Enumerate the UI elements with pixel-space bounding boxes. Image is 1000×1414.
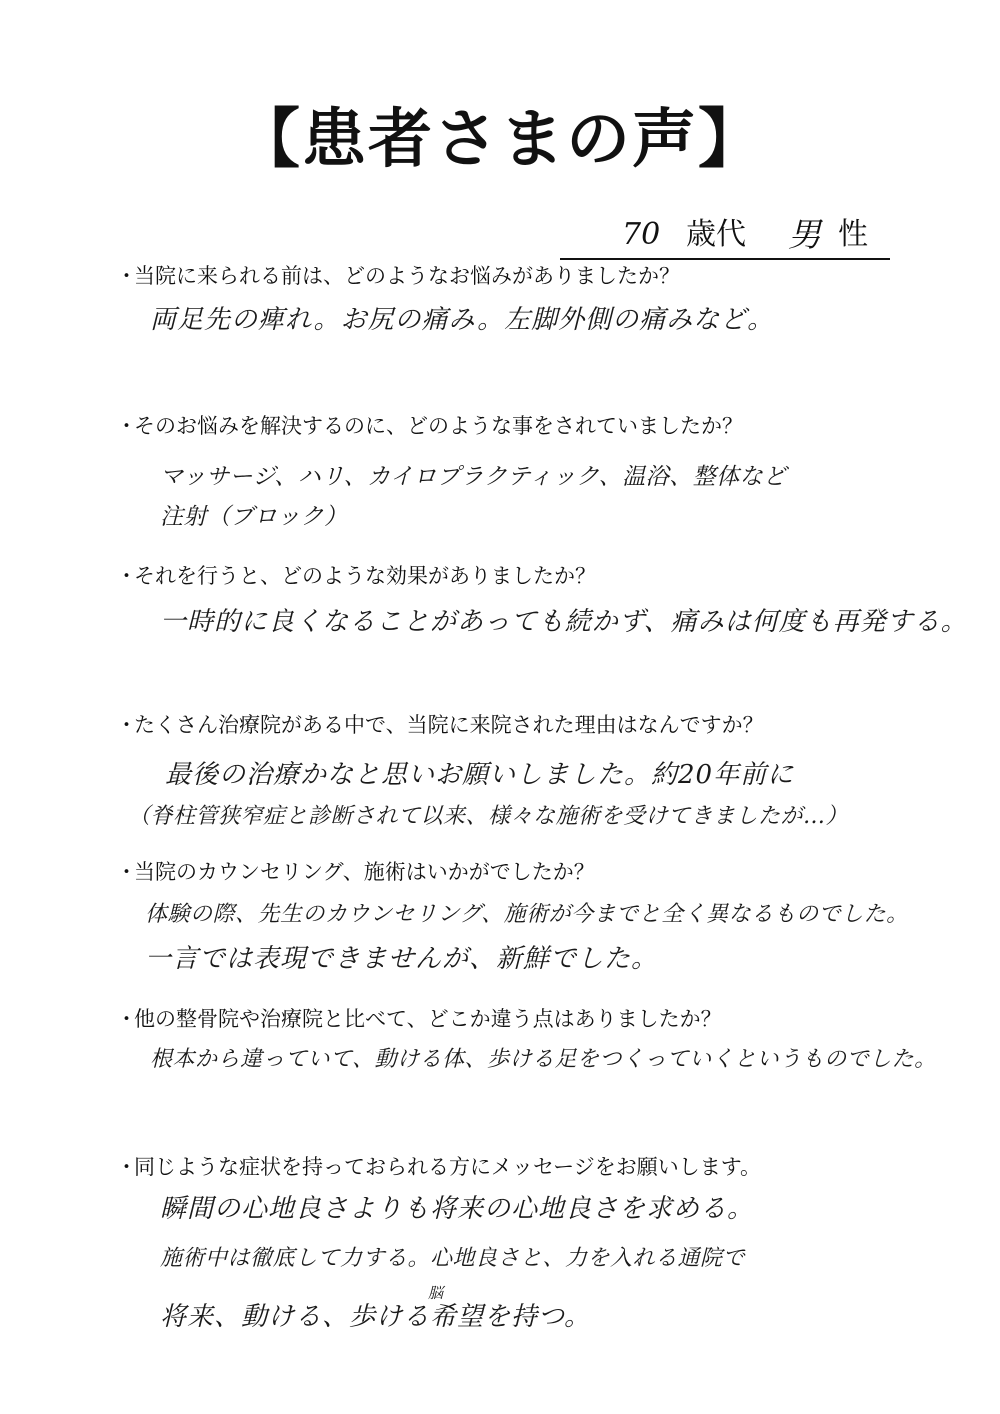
respondent-gender-suffix: 性 (838, 217, 868, 252)
bullet-dot: ・ (116, 414, 137, 438)
answer-7-line-1: 瞬間の心地良さよりも将来の心地良さを求める。 (160, 1194, 755, 1224)
question-text: たくさん治療院がある中で、当院に来院された理由はなんですか？ (134, 713, 764, 737)
question-text: そのお悩みを解決するのに、どのような事をされていましたか？ (134, 414, 743, 438)
answer-3-line-1: 一時的に良くなることがあっても続かず、痛みは何度も再発する。 (160, 607, 968, 637)
answer-5-line-1: 体験の際、先生のカウンセリング、施術が今までと全く異なるものでした。 (145, 902, 909, 927)
answer-7-line-3: 将来、動ける、歩ける希望を持つ。 (160, 1302, 591, 1332)
respondent-age-suffix: 歳代 (686, 217, 746, 252)
question-1 (116, 262, 680, 290)
answer-2-line-1: マッサージ、ハリ、カイロプラクティック、温浴、整体など (160, 464, 787, 490)
question-3 (116, 562, 596, 590)
insertion-mark: 脳 (428, 1284, 444, 1302)
question-5 (116, 858, 595, 886)
answer-5-line-2: 一言では表現できませんが、新鮮でした。 (145, 944, 659, 974)
question-text: 他の整骨院や治療院と比べて、どこか違う点はありましたか？ (134, 1007, 722, 1031)
answer-4-line-1: 最後の治療かなと思いお願いしました。約20年前に (165, 760, 795, 790)
respondent-line (560, 212, 890, 260)
question-text: 当院のカウンセリング、施術はいかがでしたか？ (134, 860, 595, 884)
respondent-age: 70 (622, 217, 661, 252)
bullet-dot: ・ (116, 264, 137, 288)
bullet-dot: ・ (116, 1155, 137, 1179)
bullet-dot: ・ (116, 860, 137, 884)
answer-6-line-1: 根本から違っていて、動ける体、歩ける足をつくっていくというものでした。 (150, 1047, 937, 1072)
question-text: それを行うと、どのような効果がありましたか？ (134, 564, 596, 588)
answer-1-line-1: 両足先の痺れ。お尻の痛み。左脚外側の痛みなど。 (150, 305, 775, 335)
bullet-dot: ・ (116, 1007, 137, 1031)
question-6 (116, 1005, 722, 1033)
bullet-dot: ・ (116, 713, 137, 737)
answer-4-line-2: （脊柱管狭窄症と診断されて以来、様々な施術を受けてきましたが…） (128, 804, 849, 829)
question-7 (116, 1153, 761, 1181)
page-title: 【患者さまの声】 (236, 103, 764, 177)
question-2 (116, 412, 743, 440)
question-text: 同じような症状を持っておられる方にメッセージをお願いします。 (134, 1155, 762, 1179)
answer-2-line-2: 注射（ブロック） (160, 504, 348, 530)
bullet-dot: ・ (116, 564, 137, 588)
answer-7-line-2: 施術中は徹底して力する。心地良さと、力を入れる通院で (160, 1246, 746, 1271)
question-text: 当院に来られる前は、どのようなお悩みがありましたか？ (134, 264, 680, 288)
respondent-gender: 男 (788, 215, 821, 254)
question-4 (116, 711, 764, 739)
